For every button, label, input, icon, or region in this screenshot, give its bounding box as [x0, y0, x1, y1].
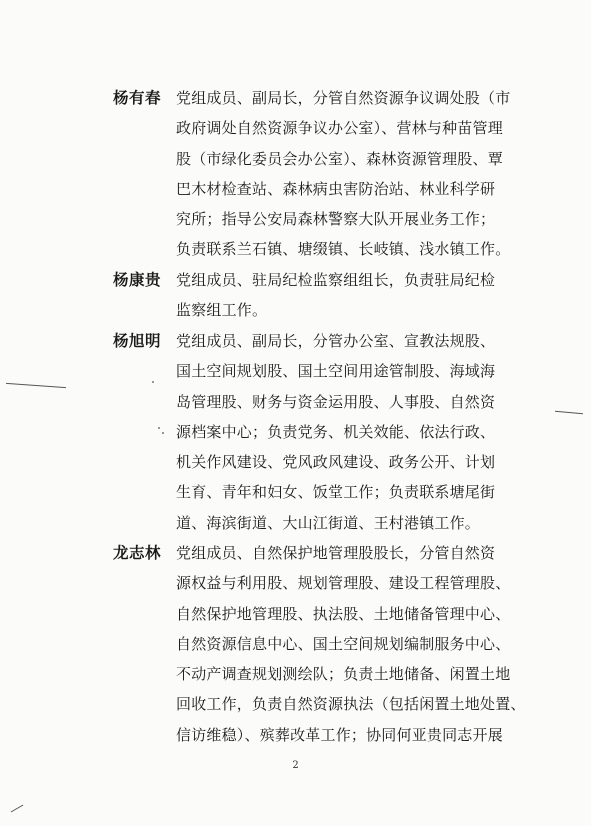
- duty-line: 自然保护地管理股、执法股、土地储备管理中心、: [176, 604, 511, 623]
- duty-line: 源档案中心；负责党务、机关效能、依法行政、: [176, 422, 496, 441]
- duty-line: 股（市绿化委员会办公室）、森林资源管理股、覃: [176, 149, 503, 168]
- scan-mark-left: [6, 383, 66, 388]
- person-name: 杨康贵: [113, 271, 162, 289]
- duty-line: 生育、青年和妇女、饭堂工作；负责联系塘尾街: [176, 483, 496, 502]
- page-number: 2: [292, 760, 299, 771]
- scan-dot: [152, 381, 154, 383]
- person-name: 杨有春: [113, 89, 162, 107]
- duty-line: 政府调处自然资源争议办公室）、营林与种苗管理: [176, 119, 503, 138]
- duty-line: 自然资源信息中心、国土空间规划编制服务中心、: [176, 634, 511, 653]
- duty-text: [176, 542, 526, 754]
- person-name: 龙志林: [113, 544, 162, 562]
- person-name: 杨旭明: [113, 332, 162, 350]
- duty-line: 机关作风建设、党风政风建设、政务公开、计划: [176, 453, 496, 472]
- duty-line: 不动产调查规划测绘队；负责土地储备、闲置土地: [176, 665, 511, 684]
- scan-mark-bottom: [11, 805, 24, 813]
- duty-line: 源权益与利用股、规划管理股、建设工程管理股、: [176, 574, 511, 593]
- scan-mark-right: [555, 411, 583, 414]
- duty-text: [176, 269, 495, 330]
- duty-line: 究所；指导公安局森林警察大队开展业务工作；: [176, 210, 496, 229]
- duty-text: [176, 87, 510, 269]
- duty-line: 党组成员、副局长，分管办公室、宣教法规股、: [176, 332, 496, 350]
- duty-line: 党组成员、副局长，分管自然资源争议调处股（市: [176, 89, 511, 107]
- duty-line: 监察组工作。: [176, 301, 268, 320]
- duty-text: [176, 330, 495, 542]
- duty-line: 党组成员、驻局纪检监察组组长，负责驻局纪检: [176, 271, 496, 289]
- duty-line: 国土空间规划股、国土空间用途管制股、海域海: [176, 362, 496, 381]
- duty-line: 岛管理股、财务与资金运用股、人事股、自然资: [176, 392, 496, 411]
- duty-line: 道、海滨街道、大山江街道、王村港镇工作。: [176, 513, 481, 532]
- duty-line: 巴木材检查站、森林病虫害防治站、林业科学研: [176, 179, 496, 198]
- duty-line: 负责联系兰石镇、塘缀镇、长岐镇、浅水镇工作。: [176, 240, 511, 259]
- scan-dot: [158, 427, 160, 429]
- duty-line: 党组成员、自然保护地管理股股长，分管自然资: [176, 544, 496, 562]
- duty-line: 信访维稳）、殡葬改革工作；协同何亚贵同志开展: [176, 725, 503, 744]
- scan-dot: [162, 432, 164, 434]
- duty-line: 回收工作，负责自然资源执法（包括闲置土地处置、: [176, 695, 526, 714]
